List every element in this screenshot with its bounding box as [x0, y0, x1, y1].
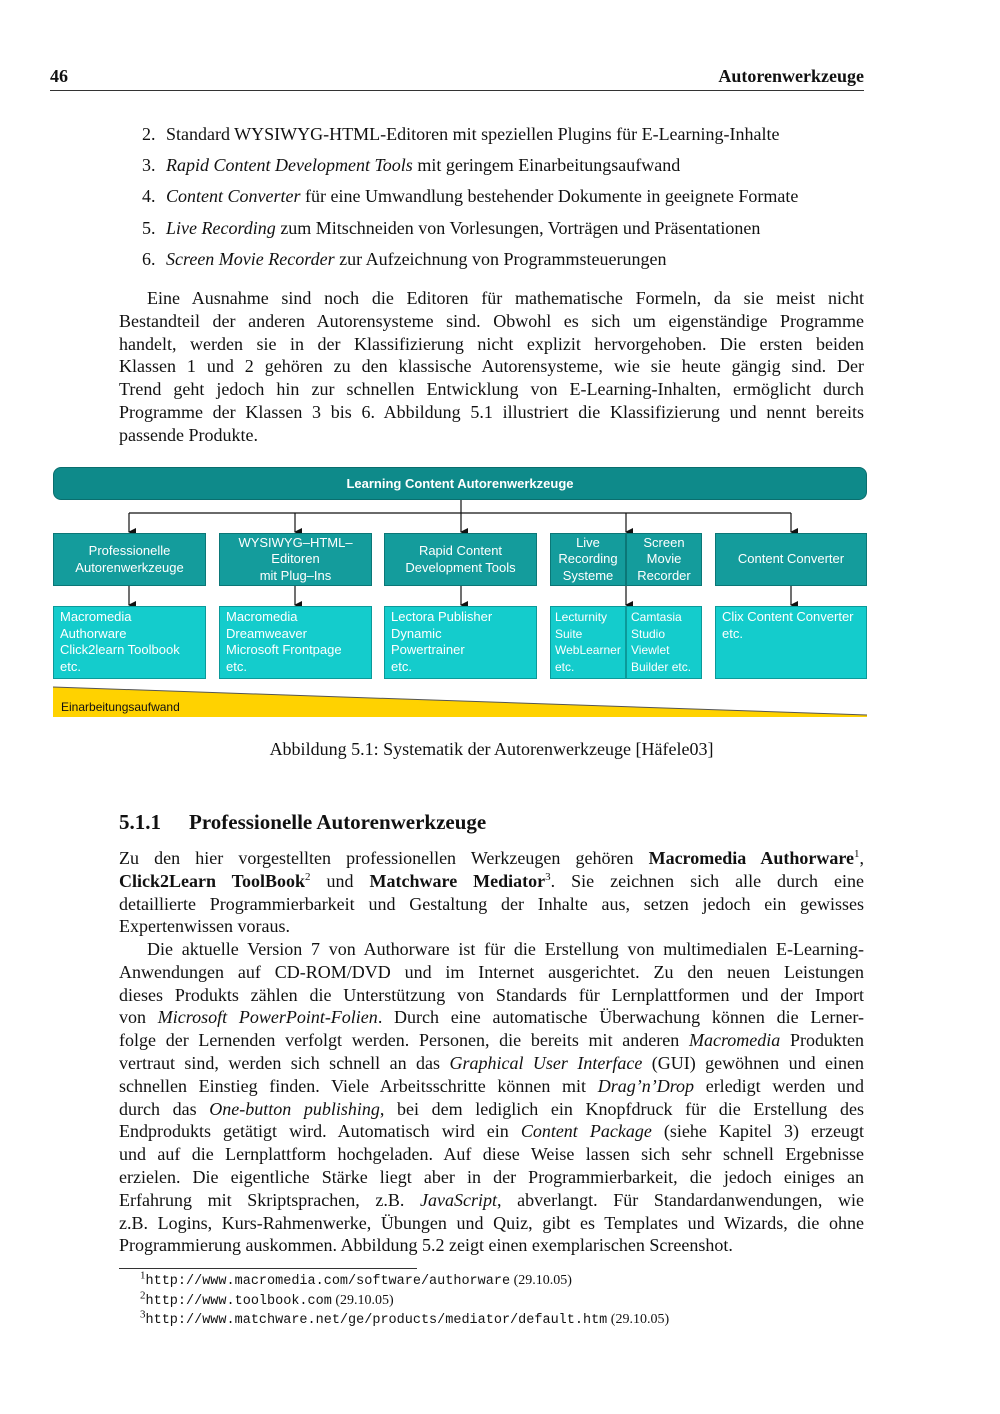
text-run: Programme der Klassen 3 bis 6. Abbildung 5.1 illustriert die Klassifizierung und nennt bereits [119, 401, 864, 422]
italic-text: Graphical User Interface [449, 1052, 643, 1073]
footnote-marker: 2 [305, 870, 311, 883]
list-number: 2. [142, 124, 156, 144]
footnote-date: (29.10.05) [510, 1273, 572, 1288]
text-line [119, 1234, 864, 1257]
footnote-date: (29.10.05) [331, 1292, 394, 1308]
text-line [119, 870, 864, 893]
text-run: Zu den hier vorgestellten professionellen Werkzeugen gehören [119, 848, 649, 868]
category-label: Recorder [637, 567, 691, 583]
product-label: Authorware [60, 625, 127, 641]
text-run: zur Aufzeichnung von Programmsteuerungen [334, 248, 667, 269]
text-line [119, 1029, 864, 1052]
footnotes [140, 1269, 670, 1331]
text-run: handelt, werden sie in der Klassifizierung nicht explizit hervorgehoben. Die ersten beiden [119, 333, 864, 354]
text-run: Programmierung auskommen. Abbildung 5.2 zeigt einen exemplarischen Screenshot. [119, 1235, 733, 1256]
text-run: vertraut sind, werden sich schnell an das [119, 1052, 450, 1073]
text-run: erledigt werden und [694, 1075, 864, 1096]
product-label: etc. [60, 658, 81, 674]
italic-text: Content Converter [166, 186, 301, 207]
category-label: Rapid Content [418, 543, 503, 558]
text-run: Endprodukts getätigt wird. Automatisch wird ein [119, 1121, 521, 1142]
text-run: für eine Umwandlung bestehender Dokumente in geeignete Formate [300, 186, 799, 207]
footnote-marker: 3 [140, 1308, 146, 1321]
text-run: Erfahrung mit Skriptsprachen, z.B. [119, 1189, 421, 1210]
product-label: Clix Content Converter [722, 609, 854, 624]
footnote-marker: 1 [140, 1269, 146, 1282]
footnote-url[interactable]: http://www.matchware.net/ge/products/mediator/default.htm [145, 1313, 608, 1328]
italic-text: Drag’n’Drop [597, 1075, 695, 1096]
effort-label: Einarbeitungsaufwand [61, 700, 180, 714]
section-number: 5.1.1 [119, 810, 161, 834]
text-run: Trend geht jedoch hin zur schnellen Entwicklung von E-Learning-Inhalten, ermöglicht durch [119, 379, 864, 400]
text-line [119, 1098, 864, 1121]
text-run: erzielen. Die eigentliche Stärke liegt aber in der Programmierbarkeit, die jedoch einiges an [119, 1166, 864, 1187]
bold-text: Click2Learn ToolBook [119, 870, 306, 891]
bold-text: Macromedia Authorware [648, 848, 854, 868]
category-label: mit Plug–Ins [259, 567, 332, 583]
footnote-marker: 3 [545, 870, 551, 883]
category-label: Autorenwerkzeuge [75, 559, 184, 575]
category-node [53, 533, 206, 586]
product-node [219, 606, 372, 679]
text-line [119, 1120, 864, 1143]
product-label: etc. [722, 625, 743, 641]
paragraph-tools [119, 847, 864, 938]
product-label: Builder etc. [631, 659, 692, 674]
product-node [715, 606, 867, 679]
text-run: durch das [119, 1098, 210, 1119]
figure-caption: Abbildung 5.1: Systematik der Autorenwerkzeuge [Häfele03] [269, 739, 714, 759]
category-node [550, 533, 626, 586]
category-label: Movie [646, 551, 682, 567]
product-label: WebLearner [555, 643, 621, 658]
text-line [119, 1189, 864, 1212]
product-label: etc. [391, 658, 412, 674]
text-run: Eine Ausnahme sind noch die Editoren für mathematische Formeln, da sie meist nicht [147, 288, 864, 308]
italic-text: Rapid Content Development Tools [166, 155, 413, 176]
diagram-root-node: Learning Content Autorenwerkzeuge [53, 467, 867, 500]
text-run: z.B. Logins, Kurs-Rahmenwerke, Übungen und Quiz, gibt es Templates und Wizards, die ohne [119, 1212, 864, 1233]
category-node [626, 533, 702, 586]
text-line [119, 1052, 864, 1075]
text-line [119, 893, 864, 916]
product-label: Microsoft Frontpage [226, 642, 342, 658]
section-heading [119, 810, 486, 835]
list-number: 4. [142, 186, 156, 207]
footnote-marker: 1 [854, 848, 860, 860]
product-node [53, 606, 206, 679]
category-label: Systeme [562, 567, 614, 583]
product-node [626, 606, 702, 679]
product-label: etc. [226, 658, 247, 674]
product-label: Dreamweaver [226, 625, 307, 641]
product-label: Studio [631, 626, 666, 641]
text-run: und [310, 870, 370, 891]
list-number: 5. [142, 217, 156, 238]
text-line [119, 961, 864, 984]
footnote [140, 1288, 669, 1312]
product-node [550, 606, 626, 679]
text-run: Anwendungen auf CD-ROM/DVD und im Internet ausgerichtet. Zu den neuen Leistungen [119, 961, 864, 982]
text-run: und auf die Lernplattform hochgeladen. Auf diese Weise lassen sich sehr schnell Ergebnisse [119, 1144, 864, 1165]
category-label: Live [576, 534, 600, 550]
text-line [119, 1143, 864, 1166]
italic-text: JavaScript [420, 1189, 497, 1210]
text-run: Klassen 1 und 2 gehören zu den klassische Autorensysteme, wie sie heute gängig sind. Der [119, 356, 864, 377]
text-line [119, 847, 864, 870]
product-label: Powertrainer [391, 642, 465, 658]
product-label: etc. [555, 659, 575, 674]
italic-text: Screen Movie Recorder [166, 248, 335, 269]
text-run: . Sie zeichnen sich alle durch eine [550, 870, 865, 891]
category-label: Recording [558, 551, 618, 567]
section-title: Professionelle Autorenwerkzeuge [189, 810, 487, 834]
italic-text: Content Package [520, 1121, 652, 1142]
list-number: 6. [142, 248, 156, 269]
product-label: Click2learn Toolbook [60, 642, 180, 658]
text-line [119, 915, 864, 938]
text-run: Bestandteil der anderen Autorensysteme sind. Obwohl es sich um eigenständige Programme [119, 310, 864, 331]
text-run: , bei dem lediglich ein Knopfdruck für die Erstellung des [379, 1098, 864, 1119]
text-line [119, 1212, 864, 1235]
category-label: Screen [643, 534, 685, 550]
product-label: Macromedia [226, 609, 298, 624]
italic-text: Microsoft PowerPoint-Folien [157, 1007, 378, 1028]
text-run: passende Produkte. [119, 424, 258, 445]
text-line [119, 938, 864, 961]
text-line [119, 1006, 864, 1029]
product-label: Macromedia [60, 609, 132, 624]
product-label: Dynamic [391, 625, 442, 641]
text-run: folge der Lernenden verfolgt werden. Personen, die bereits mit anderen [119, 1030, 689, 1051]
text-run: Die aktuelle Version 7 von Authorware ist für die Erstellung von multimedialen E-Learning- [147, 939, 864, 959]
italic-text: One-button publishing [209, 1098, 380, 1119]
footnote [140, 1308, 670, 1331]
category-label: Editoren [271, 551, 320, 567]
text-line [119, 1166, 864, 1189]
text-run: mit geringem Einarbeitungsaufwand [412, 155, 681, 176]
category-label: Content Converter [737, 551, 845, 567]
text-run: Expertenwissen voraus. [119, 916, 290, 937]
page-number: 46 [50, 66, 68, 86]
category-node [384, 533, 537, 586]
text-run: dieses Produkts zählen die Unterstützung von Standards für Lernplattformen und der Import [119, 984, 864, 1005]
text-run: detaillierte Programmierbarkeit und Gestaltung der Inhalte aus, setzen jedoch ein gewisses [119, 893, 864, 914]
text-run: schnellen Einstieg finden. Viele Arbeitsschritte können mit [119, 1075, 598, 1096]
text-line [119, 984, 864, 1007]
product-label: Viewlet [631, 643, 670, 658]
text-line [119, 1075, 864, 1098]
category-node [715, 533, 867, 586]
paragraph-authorware [119, 938, 864, 1257]
text-run: zum Mitschneiden von Vorlesungen, Vorträgen und Präsentationen [275, 217, 761, 238]
footnote-date: (29.10.05) [607, 1312, 670, 1327]
running-title: Autorenwerkzeuge [718, 66, 864, 86]
text-run: (GUI) gewöhnen und einen [642, 1052, 864, 1073]
category-label: Professionelle [88, 543, 171, 558]
text-run: . Durch eine automatische Überwachung können die Lerner- [377, 1007, 865, 1028]
product-label: Lectora Publisher [391, 609, 493, 624]
text-run: Standard WYSIWYG-HTML-Editoren mit speziellen Plugins für E-Learning-Inhalte [166, 124, 780, 144]
bold-text: Matchware Mediator [369, 870, 546, 891]
text-run: (siehe Kapitel 3) erzeugt [651, 1121, 864, 1142]
product-label: Lecturnity [555, 610, 608, 624]
italic-text: Live Recording [166, 217, 276, 238]
list-number: 3. [142, 155, 156, 176]
footnote-url[interactable]: http://www.toolbook.com [145, 1293, 332, 1309]
category-label: Development Tools [405, 559, 516, 575]
text-run: von [119, 1007, 158, 1028]
category-node [219, 533, 372, 586]
text-run: , [859, 848, 864, 868]
italic-text: Macromedia [688, 1030, 781, 1051]
text-run: , abverlangt. Für Standardanwendungen, wie [497, 1189, 864, 1210]
footnote-rule [119, 1268, 417, 1269]
footnote-url[interactable]: http://www.macromedia.com/software/authorware [145, 1274, 511, 1289]
text-run: Produkten [780, 1030, 864, 1051]
footnote [140, 1269, 669, 1292]
footnote-marker: 2 [140, 1288, 146, 1301]
product-node [384, 606, 537, 679]
category-label: WYSIWYG–HTML– [238, 534, 353, 550]
product-label: Camtasia [631, 610, 682, 624]
product-label: Suite [555, 626, 583, 641]
